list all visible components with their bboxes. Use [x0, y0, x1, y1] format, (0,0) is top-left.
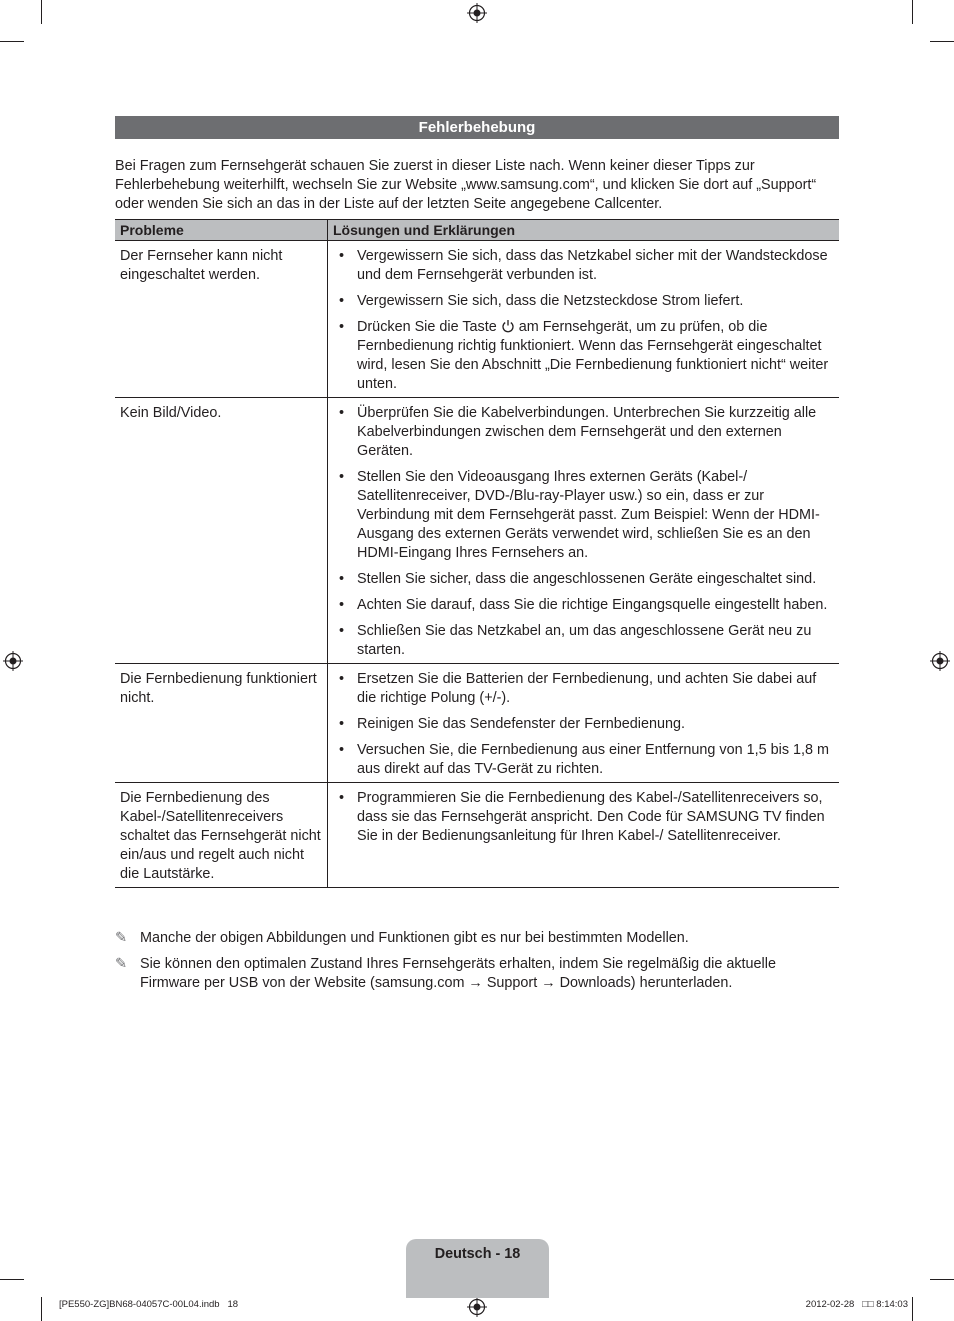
section-title: Fehlerbehebung [115, 116, 839, 139]
note-text: Manche der obigen Abbildungen und Funktionen gibt es nur bei bestimmten Modellen. [140, 930, 689, 946]
print-slug-right: 2012-02-28 □□ 8:14:03 [805, 1299, 908, 1310]
solution-list [336, 404, 834, 660]
solutions-cell [328, 398, 840, 664]
troubleshooting-table [115, 219, 839, 888]
solution-text: Versuchen Sie, die Fernbedienung aus einer Entfernung von 1,5 bis 1,8 m aus direkt auf das TV-Gerät zu richten. [357, 742, 830, 777]
column-header-solutions: Lösungen und Erklärungen [328, 220, 840, 241]
bullet: • [339, 319, 345, 335]
solution-text: Überprüfen Sie die Kabelverbindungen. Unterbrechen Sie kurzzeitig alle Kabelverbindungen zwischen dem Fernsehgerät und den externen Geräten. [357, 405, 817, 459]
crop-mark [0, 41, 24, 42]
crop-mark [41, 1297, 42, 1321]
solution-item [336, 292, 834, 311]
intro-paragraph: Bei Fragen zum Fernsehgerät schauen Sie zuerst in dieser Liste nach. Wenn keiner dieser Tipps zur Fehlerbehebung weiterhilft, wechseln Sie zur Website „www.samsung.com“, und klicken Sie dort auf „Support“ oder wenden Sie sich an das in der Liste auf der letzten Seite angegebene Callcenter. [115, 158, 817, 212]
bullet: • [339, 716, 345, 732]
solution-text-after: am Fernsehgerät, um zu prüfen, ob die Fernbedienung richtig funktioniert. Wenn das Fernsehgerät eingeschaltet wird, lesen Sie den Abschnitt „Die Fernbedienung funktioniert nicht“ weiter unten. [357, 319, 829, 392]
registration-mark-icon [930, 651, 950, 671]
bullet: • [339, 597, 345, 613]
bullet: • [339, 790, 345, 806]
table-row [115, 241, 839, 398]
solution-item [336, 570, 834, 589]
bullet: • [339, 293, 345, 309]
bullet: • [339, 623, 345, 639]
bullet: • [339, 469, 345, 485]
note-item [115, 955, 839, 993]
solution-text: Ersetzen Sie die Batterien der Fernbedienung, und achten Sie dabei auf die richtige Polung (+/-). [357, 671, 817, 706]
solution-text: Stellen Sie sicher, dass die angeschlossenen Geräte eingeschaltet sind. [357, 571, 817, 587]
table-header-row [115, 220, 839, 241]
solution-list [336, 789, 834, 846]
pencil-note-icon: ✎ [115, 956, 128, 972]
solution-item [336, 741, 834, 779]
bullet: • [339, 571, 345, 587]
solution-item [336, 318, 834, 394]
crop-mark [930, 1279, 954, 1280]
bullet: • [339, 671, 345, 687]
solution-item [336, 596, 834, 615]
problem-cell: Die Fernbedienung funktioniert nicht. [115, 664, 328, 783]
solution-text: Programmieren Sie die Fernbedienung des Kabel-/Satellitenreceivers so, dass sie das Fernsehgerät anspricht. Den Code für SAMSUNG TV finden Sie in der Bedienungsanleitung für Ihren Kabel-/ Satellitenreceiver. [357, 790, 825, 844]
solution-item [336, 247, 834, 285]
solution-text: Achten Sie darauf, dass Sie die richtige Eingangsquelle eingestellt haben. [357, 597, 828, 613]
bullet: • [339, 742, 345, 758]
solution-item [336, 404, 834, 461]
solution-item [336, 670, 834, 708]
column-header-problems: Probleme [115, 220, 328, 241]
problem-cell: Die Fernbedienung des Kabel-/Satellitenreceivers schaltet das Fernsehgerät nicht ein/aus und regelt auch nicht die Lautstärke. [115, 783, 328, 888]
crop-mark [930, 41, 954, 42]
solution-text: Reinigen Sie das Sendefenster der Fernbedienung. [357, 716, 686, 732]
table-row [115, 664, 839, 783]
solutions-cell [328, 241, 840, 398]
solution-text-before: Drücken Sie die Taste [357, 319, 501, 335]
note-item [115, 929, 839, 948]
crop-mark [41, 0, 42, 24]
table-row [115, 398, 839, 664]
solution-item [336, 622, 834, 660]
solution-item [336, 468, 834, 563]
table-row [115, 783, 839, 888]
bullet: • [339, 248, 345, 264]
solutions-cell [328, 664, 840, 783]
problem-cell: Der Fernseher kann nicht eingeschaltet werden. [115, 241, 328, 398]
problem-cell: Kein Bild/Video. [115, 398, 328, 664]
page-number: Deutsch - 18 [434, 1246, 521, 1262]
solution-text: Vergewissern Sie sich, dass die Netzsteckdose Strom liefert. [357, 293, 744, 309]
registration-mark-icon [467, 3, 487, 23]
crop-mark [0, 1279, 24, 1280]
registration-mark-icon [467, 1297, 487, 1317]
bullet: • [339, 405, 345, 421]
solution-text: Vergewissern Sie sich, dass das Netzkabel sicher mit der Wandsteckdose und dem Fernsehgerät verbunden ist. [357, 248, 828, 283]
solution-list [336, 670, 834, 779]
note-text: Sie können den optimalen Zustand Ihres Fernsehgeräts erhalten, indem Sie regelmäßig die aktuelle Firmware per USB von der Website (samsung.com → Support → Downloads) herunterladen. [140, 956, 776, 991]
registration-mark-icon [3, 651, 23, 671]
notes-section [115, 929, 839, 1000]
print-slug-left: [PE550-ZG]BN68-04057C-00L04.indb 18 [59, 1299, 239, 1310]
solution-text: Schließen Sie das Netzkabel an, um das angeschlossene Gerät neu zu starten. [357, 623, 812, 658]
solution-list [336, 247, 834, 394]
power-icon [501, 319, 515, 333]
solution-item [336, 715, 834, 734]
pencil-note-icon: ✎ [115, 930, 128, 946]
solution-text: Stellen Sie den Videoausgang Ihres externen Geräts (Kabel-/ Satellitenreceiver, DVD-/Blu-ray-Player usw.) so ein, dass er zur Verbindung mit dem Fernsehgerät passt. Zum Beispiel: Wenn der HDMI-Ausgang des externen Geräts verwendet wird, schließen Sie es an den HDMI-Eingang Ihres Fernsehers an. [357, 469, 820, 561]
crop-mark [912, 0, 913, 24]
solutions-cell [328, 783, 840, 888]
crop-mark [912, 1297, 913, 1321]
solution-item [336, 789, 834, 846]
